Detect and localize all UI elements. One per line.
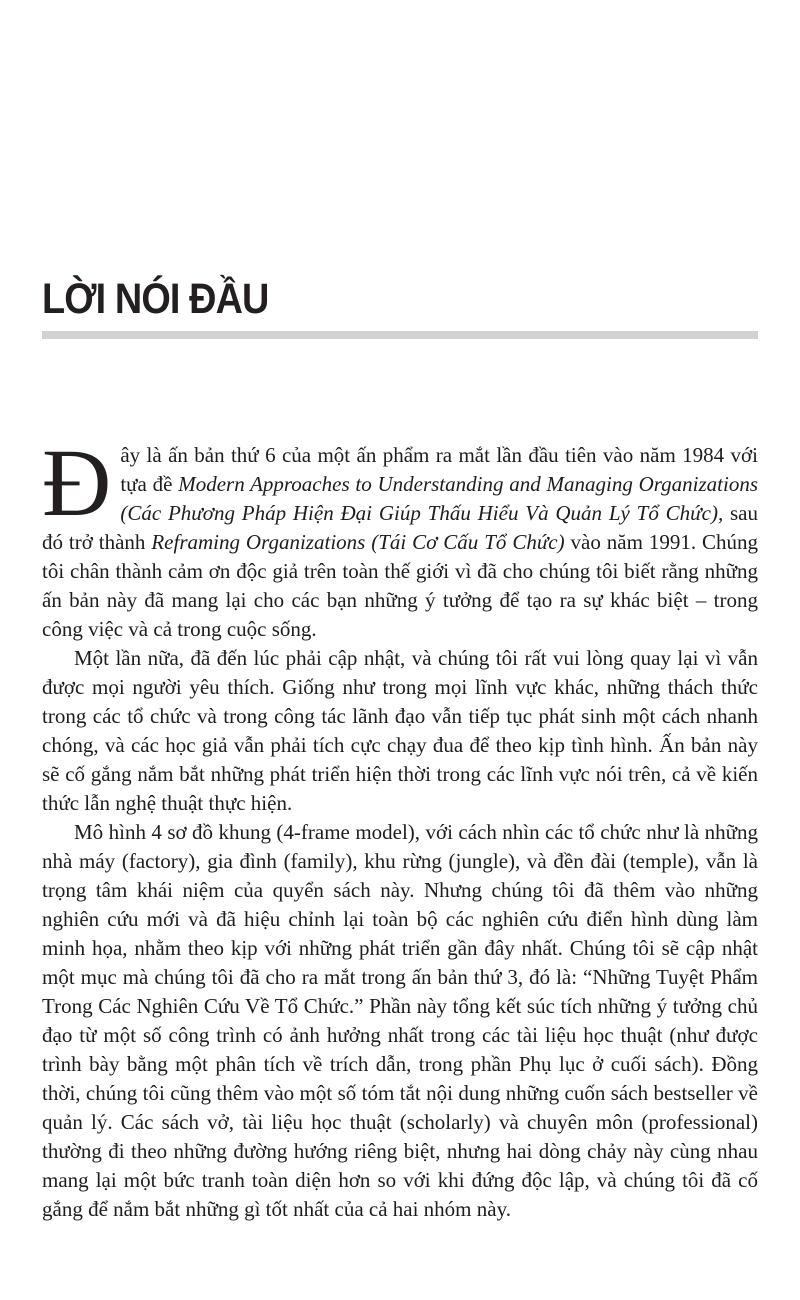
dropcap-letter: Đ bbox=[42, 429, 112, 536]
body-text: sau đó trở thành bbox=[42, 501, 759, 554]
body-text: vào năm 1991. Chúng tôi chân thành cảm ơn độc giả trên toàn thế giới vì đã cho chúng tôi biết rằng những ấn bản này đã mang lại cho các bạn những ý tưởng để tạo ra sự khác biệt – trong công việc và cả trong cuộc sống. bbox=[42, 530, 758, 641]
italic-text: Reframing Organizations (Tái Cơ Cấu Tổ Chức) bbox=[151, 530, 565, 554]
body-text: Một lần nữa, đã đến lúc phải cập nhật, và chúng tôi rất vui lòng quay lại vì vẫn được mọi người yêu thích. Giống như trong mọi lĩnh vực khác, những thách thức trong các tổ chức và trong công tác lãnh đạo vẫn tiếp tục phát sinh một cách nhanh chóng, và các học giả vẫn phải tích cực chạy đua để theo kịp tình hình. Ấn bản này sẽ cố gắng nắm bắt những phát triển hiện thời trong các lĩnh vực nói trên, cả về kiến thức lẫn nghệ thuật thực hiện. bbox=[42, 646, 758, 815]
title-divider-bar bbox=[42, 331, 758, 339]
paragraphs bbox=[42, 429, 759, 1224]
paragraph bbox=[42, 818, 758, 1224]
paragraph bbox=[42, 429, 759, 644]
page-title: LỜI NÓI ĐẦU bbox=[42, 275, 269, 323]
italic-text: Modern Approaches to Understanding and Managing Organizations (Các Phương Pháp Hiện Đại Giúp Thấu Hiểu Và Quản Lý Tổ Chức), bbox=[120, 472, 758, 525]
body-text: Mô hình 4 sơ đồ khung (4-frame model), với cách nhìn các tổ chức như là những nhà máy (factory), gia đình (family), khu rừng (jungle), và đền đài (temple), vẫn là trọng tâm khái niệm của quyển sách này. Nhưng chúng tôi đã thêm vào những nghiên cứu mới và đã hiệu chỉnh lại toàn bộ các nghiên cứu điển hình dùng làm minh họa, nhằm theo kịp với những phát triển gần đây nhất. Chúng tôi sẽ cập nhật một mục mà chúng tôi đã cho ra mắt trong ấn bản thứ 3, đó là: “Những Tuyệt Phẩm Trong Các Nghiên Cứu Về Tổ Chức.” Phần này tổng kết súc tích những ý tưởng chủ đạo từ một số công trình có ảnh hưởng nhất trong các tài liệu học thuật (như được trình bày bằng một phân tích về trích dẫn, trong phần Phụ lục ở cuối sách). Đồng thời, chúng tôi cũng thêm vào một số tóm tắt nội dung những cuốn sách bestseller về quản lý. Các sách vở, tài liệu học thuật (scholarly) và chuyên môn (professional) thường đi theo những đường hướng riêng biệt, nhưng hai dòng chảy này cùng nhau mang lại một bức tranh toàn diện hơn so với khi đứng độc lập, và chúng tôi đã cố gắng để nắm bắt những gì tốt nhất của cả hai nhóm này. bbox=[42, 820, 758, 1221]
preface-content bbox=[42, 429, 759, 1224]
paragraph bbox=[42, 644, 758, 818]
body-text: ây là ấn bản thứ 6 của một ấn phẩm ra mắt lần đầu tiên vào năm 1984 với tựa đề bbox=[120, 443, 758, 496]
